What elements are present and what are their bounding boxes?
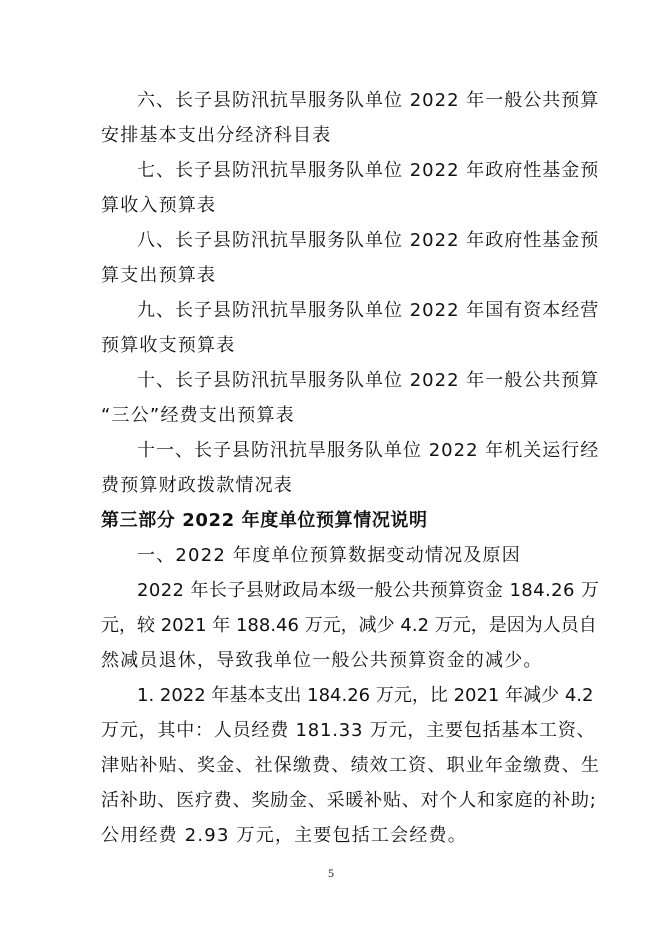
toc-item-8-line-2: 算支出预算表 <box>101 265 217 286</box>
toc-item-10-line-1: 十、长子县防汛抗旱服务队单位 2022 年一般公共预算 <box>137 370 600 391</box>
toc-item-8-line-1: 八、长子县防汛抗旱服务队单位 2022 年政府性基金预 <box>137 230 600 251</box>
toc-item-11-line-1: 十一、长子县防汛抗旱服务队单位 2022 年机关运行经 <box>137 440 600 461</box>
paragraph-2-line-2: 万元，其中：人员经费 181.33 万元，主要包括基本工资、 <box>101 720 596 741</box>
paragraph-1-line-2: 元，较 2021 年 188.46 万元，减少 4.2 万元，是因为人员自 <box>101 615 597 636</box>
paragraph-1-line-1: 2022 年长子县财政局本级一般公共预算资金 184.26 万 <box>137 580 600 601</box>
toc-item-6-line-2: 安排基本支出分经济科目表 <box>101 125 332 146</box>
paragraph-2-line-5: 公用经费 2.93 万元，主要包括工会经费。 <box>101 825 467 846</box>
toc-item-10-line-2: “三公”经费支出预算表 <box>101 405 295 426</box>
subsection-heading: 一、2022 年度单位预算数据变动情况及原因 <box>137 545 521 566</box>
toc-item-6-line-1: 六、长子县防汛抗旱服务队单位 2022 年一般公共预算 <box>137 90 600 111</box>
toc-item-7-line-1: 七、长子县防汛抗旱服务队单位 2022 年政府性基金预 <box>137 160 600 181</box>
toc-item-9-line-2: 预算收支预算表 <box>101 335 236 356</box>
page-number: 5 <box>328 866 334 880</box>
toc-item-7-line-2: 算收入预算表 <box>101 195 217 216</box>
toc-item-9-line-1: 九、长子县防汛抗旱服务队单位 2022 年国有资本经营 <box>137 300 600 321</box>
paragraph-2-line-4: 活补助、医疗费、奖励金、采暖补贴、对个人和家庭的补助; <box>101 790 597 811</box>
paragraph-2-line-1: 1. 2022 年基本支出 184.26 万元，比 2021 年减少 4.2 <box>137 685 594 706</box>
paragraph-2-line-3: 津贴补贴、奖金、社保缴费、绩效工资、职业年金缴费、生 <box>101 755 601 776</box>
paragraph-1-line-3: 然减员退休，导致我单位一般公共预算资金的减少。 <box>101 650 543 671</box>
section-heading: 第三部分 2022 年度单位预算情况说明 <box>101 510 428 531</box>
toc-item-11-line-2: 费预算财政拨款情况表 <box>101 475 293 496</box>
